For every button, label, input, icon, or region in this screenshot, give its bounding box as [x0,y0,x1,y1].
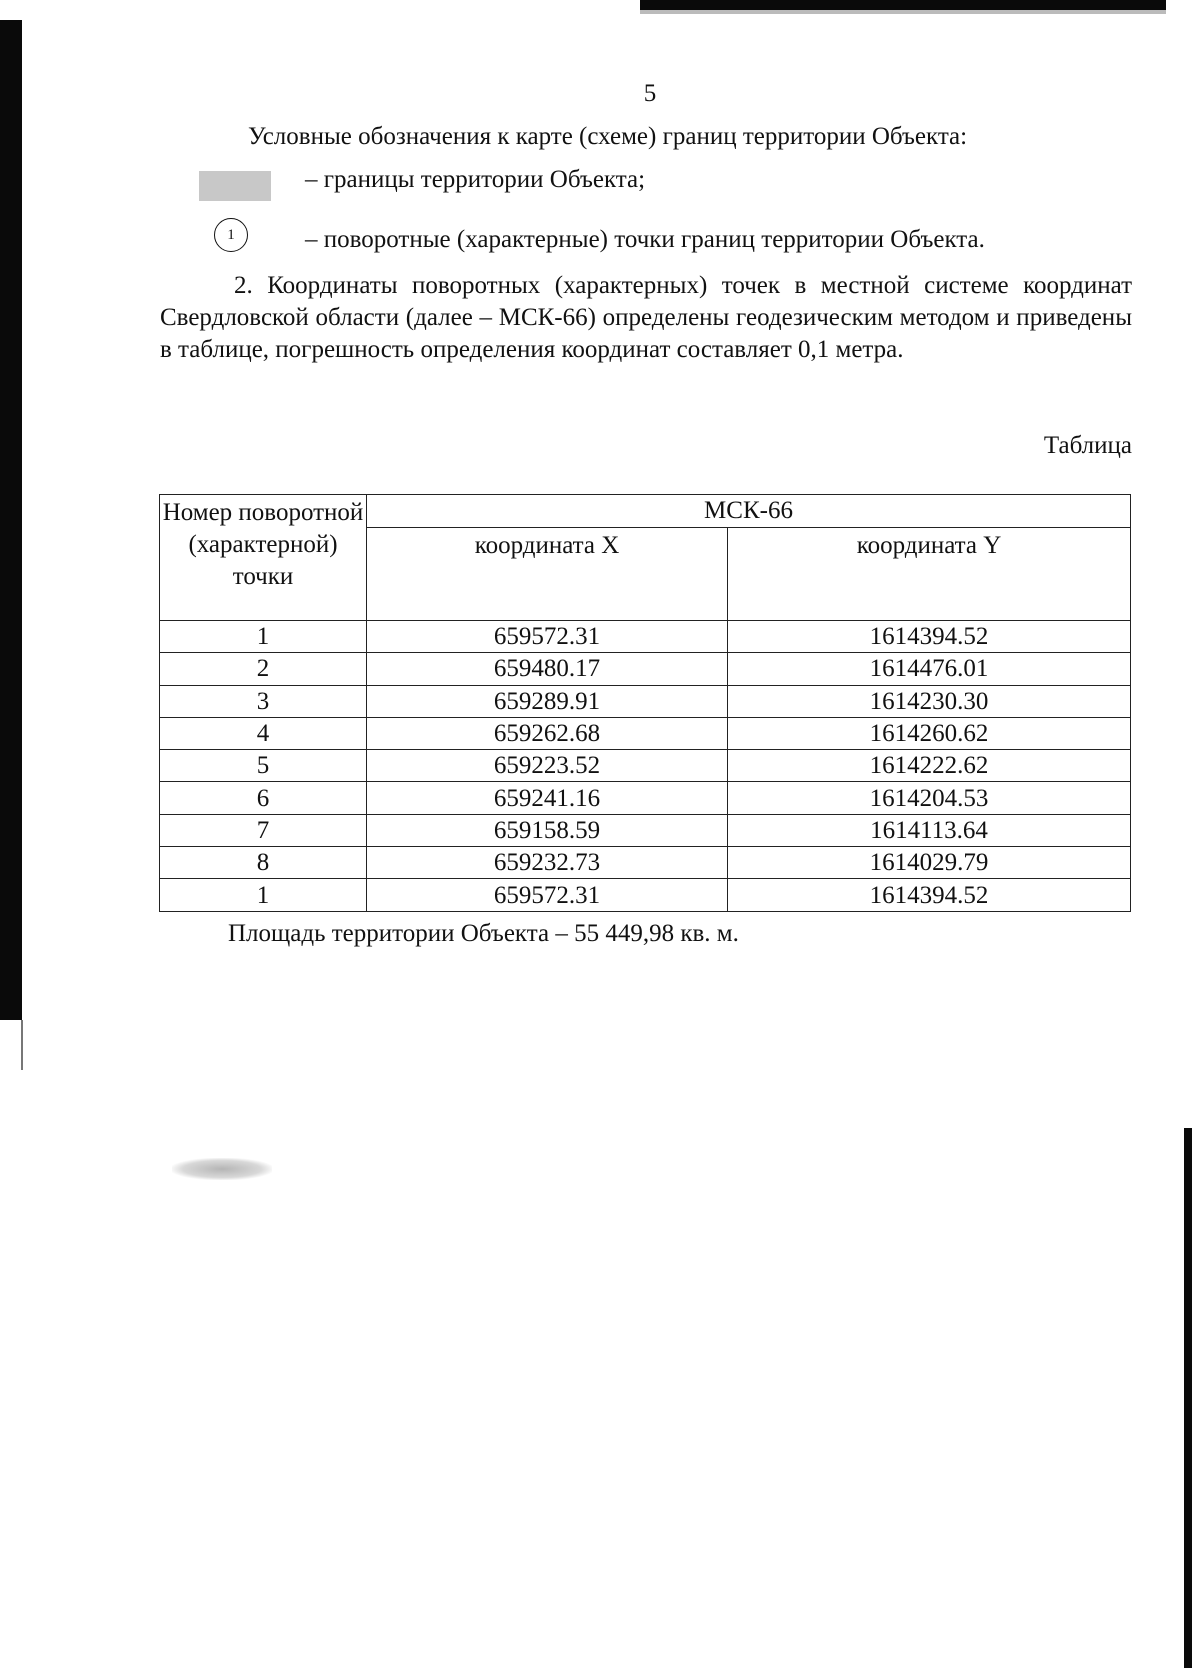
table-row [160,750,1131,782]
scan-border-right [1184,1128,1192,1668]
boundary-swatch [199,171,271,201]
coordinate-y-cell: 1614113.64 [728,814,1131,846]
table-row [160,814,1131,846]
point-number-cell: 4 [160,717,367,749]
coordinate-y-cell: 1614029.79 [728,847,1131,879]
scan-smudge [172,1158,272,1180]
scan-border-left-tail [21,1020,23,1070]
coordinate-x-cell: 659241.16 [367,782,728,814]
coordinates-table [159,494,1131,912]
table-body [160,621,1131,912]
header-point-number: Номер поворотной (характерной) точки [160,495,367,621]
scan-border-left [0,20,22,1020]
point-number-cell: 1 [160,621,367,653]
point-symbol-label: 1 [227,226,235,243]
coordinate-x-cell: 659572.31 [367,621,728,653]
coordinate-x-cell: 659223.52 [367,750,728,782]
header-coordinate-x: координата X [367,528,728,621]
coordinate-y-cell: 1614230.30 [728,685,1131,717]
coordinate-x-cell: 659480.17 [367,653,728,685]
legend-point-text: – поворотные (характерные) точки границ территории Объекта. [305,226,985,253]
table-row [160,717,1131,749]
legend-boundary-text: – границы территории Объекта; [305,166,646,193]
table-row [160,621,1131,653]
coordinate-y-cell: 1614204.53 [728,782,1131,814]
page-number: 5 [643,80,657,107]
table-row [160,879,1131,911]
point-number-cell: 3 [160,685,367,717]
table-row [160,847,1131,879]
point-number-cell: 1 [160,879,367,911]
coordinates-paragraph: 2. Координаты поворотных (характерных) точек в местной системе координат Свердловской области (далее – МСК-66) определены геодезическим методом и приведены в таблице, погрешность определения координат составляет 0,1 метра. [160,272,1132,363]
coordinate-x-cell: 659158.59 [367,814,728,846]
coordinate-x-cell: 659572.31 [367,879,728,911]
coordinate-y-cell: 1614476.01 [728,653,1131,685]
table-row [160,653,1131,685]
table-header-row [160,495,1131,528]
coordinate-y-cell: 1614260.62 [728,717,1131,749]
point-number-cell: 8 [160,847,367,879]
coordinate-x-cell: 659232.73 [367,847,728,879]
coordinate-y-cell: 1614394.52 [728,621,1131,653]
coordinate-y-cell: 1614394.52 [728,879,1131,911]
scan-border-top-fade [640,10,1166,14]
legend-title: Условные обозначения к карте (схеме) границ территории Объекта: [248,123,968,150]
table-row [160,782,1131,814]
table-caption: Таблица [1043,432,1132,459]
point-number-cell: 2 [160,653,367,685]
point-number-cell: 7 [160,814,367,846]
coordinate-x-cell: 659289.91 [367,685,728,717]
header-coordinate-y: координата Y [728,528,1131,621]
point-symbol-icon [214,218,248,252]
header-coordinate-system: МСК-66 [367,495,1131,528]
table-row [160,685,1131,717]
point-number-cell: 5 [160,750,367,782]
point-number-cell: 6 [160,782,367,814]
coordinate-y-cell: 1614222.62 [728,750,1131,782]
coordinate-x-cell: 659262.68 [367,717,728,749]
area-text: Площадь территории Объекта – 55 449,98 кв. м. [228,920,739,947]
